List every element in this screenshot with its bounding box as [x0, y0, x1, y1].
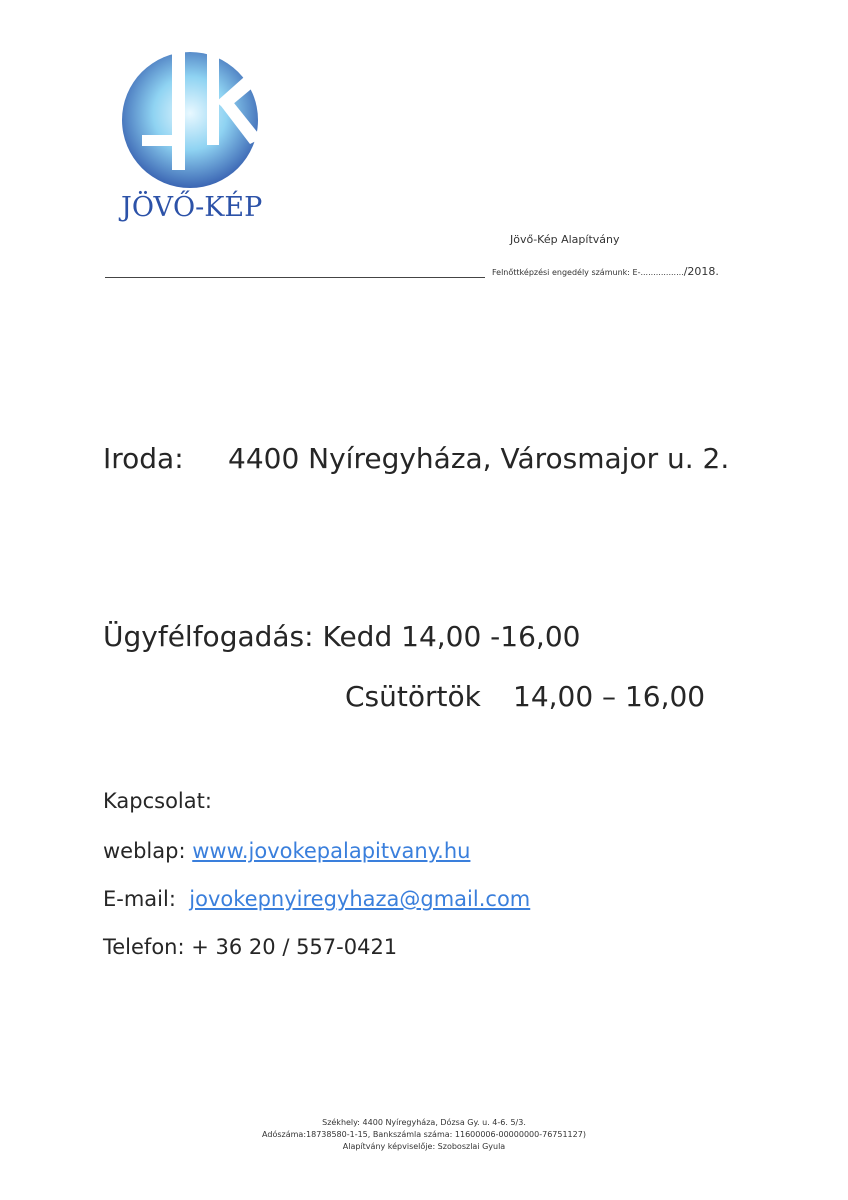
- email-label: E-mail:: [103, 887, 176, 911]
- reception-day2: Csütörtök: [345, 680, 481, 713]
- license-dots: .................: [640, 268, 684, 277]
- reception-label: Ügyfélfogadás:: [103, 620, 314, 653]
- jovo-kep-logo: [112, 40, 282, 240]
- contact-web-line: [103, 839, 470, 863]
- organization-name: Jövő-Kép Alapítvány: [510, 233, 620, 246]
- email-link[interactable]: jovokepnyiregyhaza@gmail.com: [189, 887, 531, 911]
- reception-line-2: [345, 680, 705, 713]
- footer-representative: Alapítvány képviselője: Szoboszlai Gyula: [342, 1142, 506, 1151]
- license-number: [492, 265, 719, 278]
- contact-email-line: [103, 887, 530, 911]
- footer: [0, 1117, 848, 1153]
- reception-time2: 14,00 – 16,00: [513, 680, 706, 713]
- office-address: 4400 Nyíregyháza, Városmajor u. 2.: [228, 442, 730, 475]
- reception-line-1: [103, 620, 580, 653]
- logo-text: JÖVŐ-KÉP: [121, 192, 263, 223]
- phone-label: Telefon:: [103, 935, 185, 959]
- web-label: weblap:: [103, 839, 186, 863]
- logo-circle-icon: [112, 40, 272, 190]
- footer-address: Székhely: 4400 Nyíregyháza, Dózsa Gy. u. 4-6. 5/3.: [322, 1118, 526, 1127]
- header-divider: [105, 277, 485, 278]
- phone-number: + 36 20 / 557-0421: [191, 935, 398, 959]
- office-label: Iroda:: [103, 442, 184, 475]
- license-prefix: Felnőttképzési engedély számunk: E-: [492, 268, 641, 277]
- contact-heading: Kapcsolat:: [103, 789, 212, 813]
- license-year: /2018.: [683, 265, 719, 278]
- footer-tax-bank: Adószáma:18738580-1-15, Bankszámla száma: 11600006-00000000-76751127): [262, 1130, 586, 1139]
- website-link[interactable]: www.jovokepalapitvany.hu: [192, 839, 471, 863]
- office-line: [103, 442, 729, 475]
- contact-phone-line: [103, 935, 397, 959]
- reception-day1: Kedd 14,00 -16,00: [322, 620, 581, 653]
